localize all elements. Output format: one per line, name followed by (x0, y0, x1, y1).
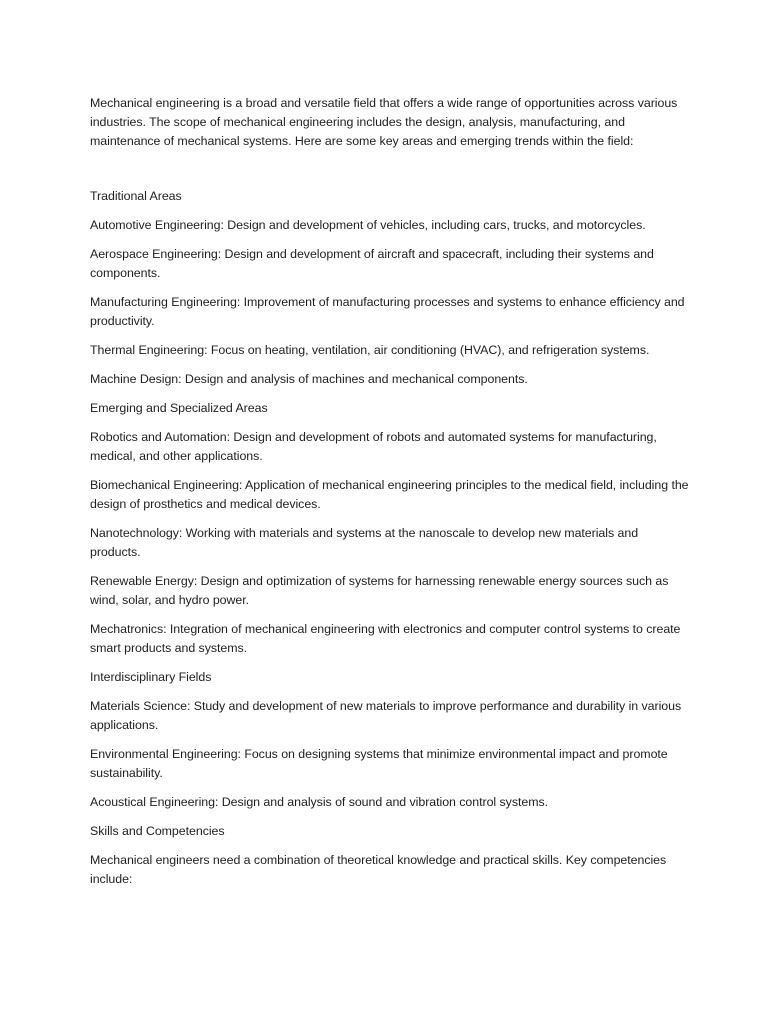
paragraph-nanotechnology: Nanotechnology: Working with materials and systems at the nanoscale to develop new materials and products. (90, 526, 639, 559)
intro-paragraph: Mechanical engineering is a broad and versatile field that offers a wide range of opportunities across various industries. The scope of mechanical engineering includes the design, analysis, manufacturing, and maintenance of mechanical systems. Here are some key areas and emerging trends within the field: (90, 96, 678, 148)
section-heading-traditional-areas: Traditional Areas (90, 189, 182, 203)
section-heading-interdisciplinary-fields: Interdisciplinary Fields (90, 670, 212, 684)
paragraph-mechatronics: Mechatronics: Integration of mechanical engineering with electronics and computer control systems to create smart products and systems. (90, 622, 681, 655)
paragraph-biomechanical-engineering: Biomechanical Engineering: Application of mechanical engineering principles to the medical field, including the design of prosthetics and medical devices. (90, 478, 689, 511)
paragraph-aerospace-engineering: Aerospace Engineering: Design and development of aircraft and spacecraft, including their systems and components. (90, 247, 654, 280)
paragraph-key-competencies: Mechanical engineers need a combination of theoretical knowledge and practical skills. Key competencies include: (90, 853, 667, 886)
paragraph-materials-science: Materials Science: Study and development of new materials to improve performance and durability in various applications. (90, 699, 682, 732)
paragraph-manufacturing-engineering: Manufacturing Engineering: Improvement of manufacturing processes and systems to enhance efficiency and productivity. (90, 295, 685, 328)
paragraph-renewable-energy: Renewable Energy: Design and optimization of systems for harnessing renewable energy sources such as wind, solar, and hydro power. (90, 574, 669, 607)
paragraph-thermal-engineering: Thermal Engineering: Focus on heating, ventilation, air conditioning (HVAC), and refrigeration systems. (90, 343, 650, 357)
paragraph-acoustical-engineering: Acoustical Engineering: Design and analysis of sound and vibration control systems. (90, 795, 549, 809)
paragraph-environmental-engineering: Environmental Engineering: Focus on designing systems that minimize environmental impact and promote sustainability. (90, 747, 668, 780)
section-heading-emerging-areas: Emerging and Specialized Areas (90, 401, 268, 415)
section-heading-skills-competencies: Skills and Competencies (90, 824, 225, 838)
paragraph-machine-design: Machine Design: Design and analysis of machines and mechanical components. (90, 372, 528, 386)
paragraph-robotics-automation: Robotics and Automation: Design and development of robots and automated systems for manufacturing, medical, and other applications. (90, 430, 657, 463)
document-page (90, 94, 690, 899)
paragraph-automotive-engineering: Automotive Engineering: Design and development of vehicles, including cars, trucks, and motorcycles. (90, 218, 646, 232)
